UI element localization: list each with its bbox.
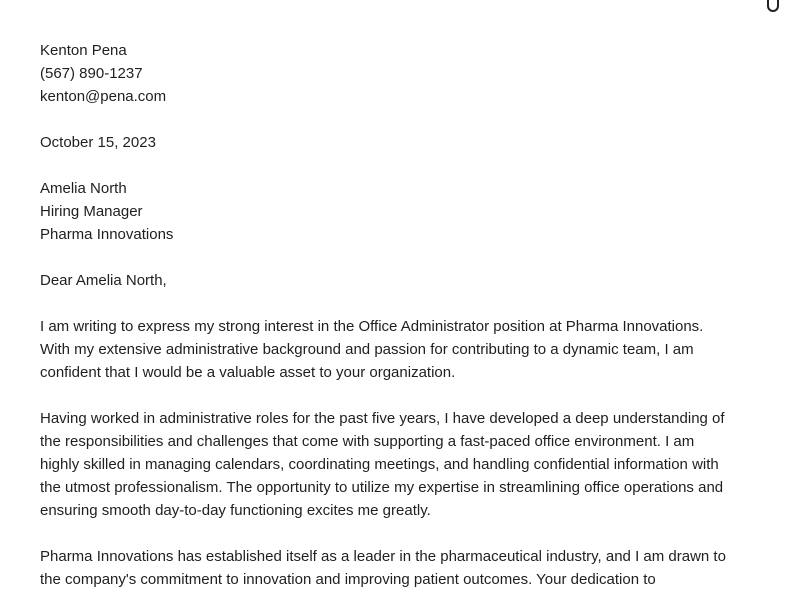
paragraph-line: Pharma Innovations has established itself as a leader in the pharmaceutical industry, and I am drawn to <box>40 548 726 565</box>
recipient-name: Amelia North <box>40 180 127 197</box>
cover-letter <box>40 39 770 593</box>
paragraph-line: the utmost professionalism. The opportunity to utilize my expertise in streamlining office operations and <box>40 479 724 496</box>
salutation: Dear Amelia North, <box>40 272 167 289</box>
paragraph-line: the company's commitment to innovation and improving patient outcomes. Your dedication to <box>40 571 656 588</box>
body-paragraph-3 <box>40 545 770 591</box>
salutation-block <box>40 269 770 292</box>
recipient-title: Hiring Manager <box>40 203 143 220</box>
recipient-company: Pharma Innovations <box>40 226 174 243</box>
paragraph-line: With my extensive administrative background and passion for contributing to a dynamic team, I am <box>40 341 694 358</box>
date-block <box>40 131 770 154</box>
paragraph-line: ensuring smooth day-to-day functioning excites me greatly. <box>40 502 431 519</box>
sender-name: Kenton Pena <box>40 42 127 59</box>
sender-phone: (567) 890-1237 <box>40 65 143 82</box>
recipient-block <box>40 177 770 246</box>
partial-icon <box>767 0 779 12</box>
paragraph-line: I am writing to express my strong interest in the Office Administrator position at Pharma Innovations. <box>40 318 704 335</box>
paragraph-line: Having worked in administrative roles for the past five years, I have developed a deep understanding of <box>40 410 725 427</box>
body-paragraph-2 <box>40 407 770 522</box>
sender-email: kenton@pena.com <box>40 88 167 105</box>
sender-block <box>40 39 770 108</box>
paragraph-line: confident that I would be a valuable asset to your organization. <box>40 364 456 381</box>
letter-date: October 15, 2023 <box>40 134 156 151</box>
paragraph-line: highly skilled in managing calendars, coordinating meetings, and handling confidential information with <box>40 456 719 473</box>
body-paragraph-1 <box>40 315 770 384</box>
paragraph-line: the responsibilities and challenges that come with supporting a fast-paced office environment. I am <box>40 433 695 450</box>
